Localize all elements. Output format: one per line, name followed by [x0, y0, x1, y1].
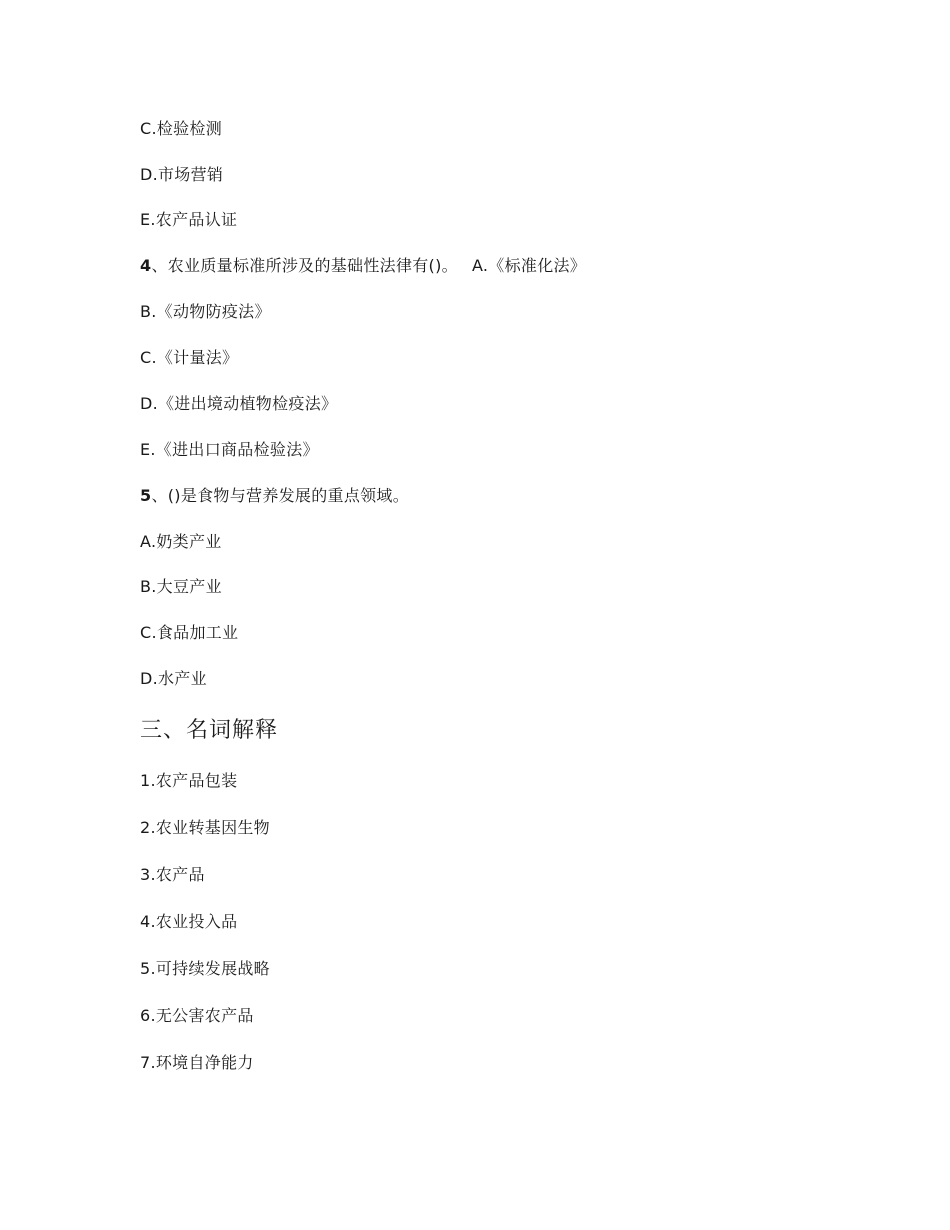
q5-option-d: D.水产业: [140, 669, 207, 688]
q4-option-d: D.《进出境动植物检疫法》: [140, 394, 338, 413]
term-item-5: 5.可持续发展战略: [140, 959, 270, 978]
q5-option-b: B.大豆产业: [140, 577, 222, 596]
q5-option-c: C.食品加工业: [140, 623, 239, 642]
question-5-text: 、()是食物与营养发展的重点领域。: [151, 486, 410, 505]
term-item-2: 2.农业转基因生物: [140, 818, 270, 837]
term-item-7: 7.环境自净能力: [140, 1053, 254, 1072]
term-item-4: 4.农业投入品: [140, 912, 238, 931]
term-item-6: 6.无公害农产品: [140, 1006, 254, 1025]
q4-option-b: B.《动物防疫法》: [140, 302, 271, 321]
q3-option-d: D.市场营销: [140, 165, 224, 184]
q4-option-c: C.《计量法》: [140, 348, 239, 367]
question-4-number: 4: [140, 256, 152, 275]
term-item-3: 3.农产品: [140, 865, 205, 884]
term-item-1: 1.农产品包装: [140, 771, 238, 790]
q4-option-a: A.《标准化法》: [471, 256, 587, 275]
q5-option-a: A.奶类产业: [140, 532, 222, 551]
question-4: [140, 256, 586, 276]
section-heading-terms: 三、名词解释: [140, 718, 279, 743]
question-5: [140, 486, 409, 506]
question-5-number: 5: [140, 486, 152, 505]
question-4-text: 、农业质量标准所涉及的基础性法律有()。: [151, 256, 458, 275]
q3-option-c: C.检验检测: [140, 119, 223, 138]
q4-option-e: E.《进出口商品检验法》: [140, 440, 319, 459]
q3-option-e: E.农产品认证: [140, 210, 238, 229]
